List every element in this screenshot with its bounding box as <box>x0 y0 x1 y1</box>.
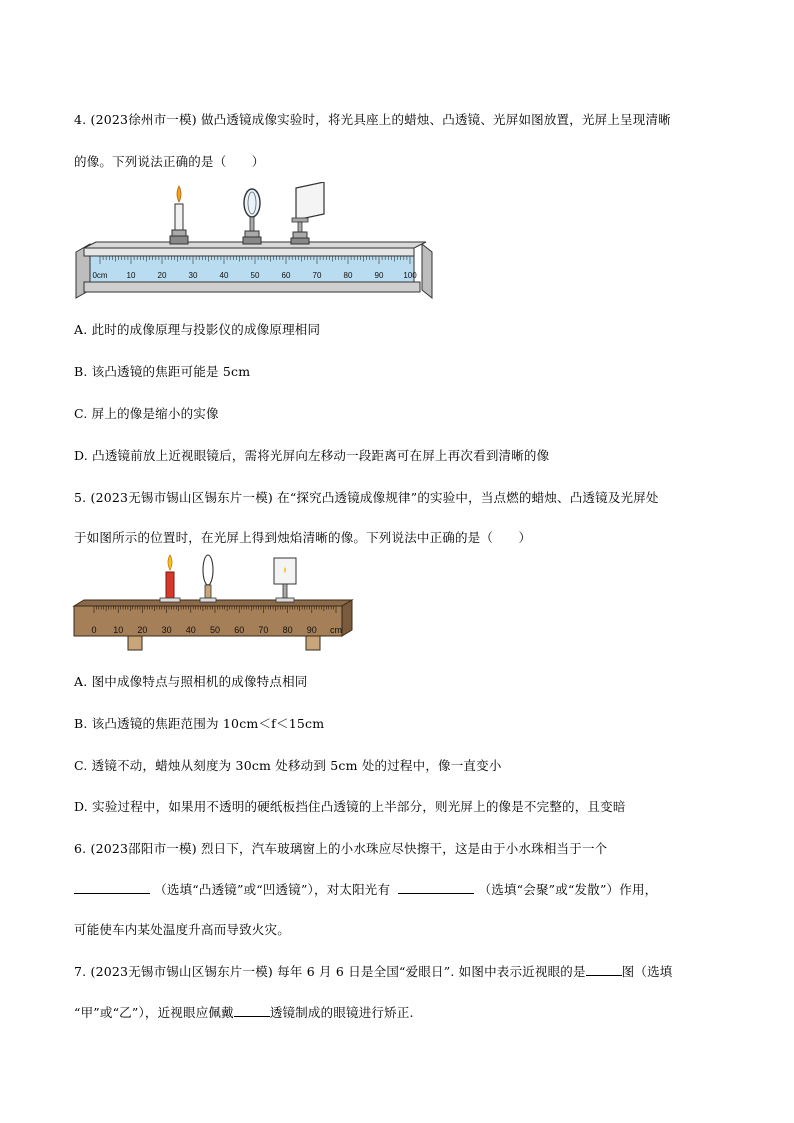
q5-scale-label: 0 <box>91 625 97 635</box>
q5-scale-label: 90 <box>306 625 317 635</box>
q4-light-screen <box>291 182 324 244</box>
q4-scale-label: 0cm <box>92 271 108 280</box>
q7-line-1-text-b: 图（选填 <box>621 964 673 979</box>
q5-scale-label: 40 <box>185 625 196 635</box>
q5-option-c: C. 透镜不动，蜡烛从刻度为 30cm 处移动到 5cm 处的过程中，像一直变小 <box>74 758 502 773</box>
q5-scale-label: 30 <box>161 625 172 635</box>
q4-scale-label: 100 <box>403 271 417 280</box>
q4-scale-label: 80 <box>343 271 353 280</box>
q4-scale-label: 20 <box>157 271 167 280</box>
q7-line-2 <box>74 1003 414 1021</box>
q4-option-a: A. 此时的成像原理与投影仪的成像原理相同 <box>74 322 321 337</box>
q5-option-a: A. 图中成像特点与照相机的成像特点相同 <box>74 674 308 689</box>
q4-scale-label: 70 <box>312 271 322 280</box>
q4-scale-label: 40 <box>219 271 229 280</box>
q6-blank-1[interactable] <box>74 881 150 894</box>
q5-option-b: B. 该凸透镜的焦距范围为 10cm＜f＜15cm <box>74 716 325 731</box>
q7-line-2-text-b: 透镜制成的眼镜进行矫正. <box>269 1005 414 1020</box>
q7-line-1 <box>74 962 672 980</box>
q5-scale-label: 70 <box>258 625 269 635</box>
q4-option-d: D. 凸透镜前放上近视眼镜后，需将光屏向左移动一段距离可在屏上再次看到清晰的像 <box>74 448 550 463</box>
q6-line-2 <box>74 880 657 898</box>
q6-line-1: 6. (2023邵阳市一模) 烈日下，汽车玻璃窗上的小水珠应尽快擦干，这是由于小水珠相当于一个 <box>74 841 608 856</box>
q7-blank-2[interactable] <box>234 1004 270 1017</box>
q4-option-b: B. 该凸透镜的焦距可能是 5cm <box>74 364 251 379</box>
q4-option-c: C. 屏上的像是缩小的实像 <box>74 406 219 421</box>
q7-blank-1[interactable] <box>586 963 622 976</box>
q5-scale-label: 50 <box>209 625 221 635</box>
q6-line-2-text-a: （选填“凸透镜”或“凹透镜”），对太阳光有 <box>154 882 391 897</box>
q4-scale-label: 50 <box>250 271 260 280</box>
q5-scale-label: 60 <box>234 625 245 635</box>
q4-convex-lens <box>243 189 261 244</box>
q4-candle <box>170 186 188 244</box>
q5-stem-line-2: 于如图所示的位置时，在光屏上得到烛焰清晰的像。下列说法中正确的是（ ） <box>74 530 532 545</box>
q4-optical-bench-figure <box>70 182 440 300</box>
q4-scale-label: 30 <box>188 271 198 280</box>
q5-light-screen <box>274 558 296 602</box>
q4-stem-line-2: 的像。下列说法正确的是（ ） <box>74 154 265 169</box>
q4-scale-label: 60 <box>281 271 291 280</box>
q6-line-3: 可能使车内某处温度升高而导致火灾。 <box>74 922 290 937</box>
q6-line-2-text-b: （选填“会聚”或“发散”）作用， <box>478 882 658 897</box>
q7-line-1-text-a: 7. (2023无锡市锡山区锡东片一模) 每年 6 月 6 日是全国“爱眼日”. 如图中表示近视眼的是 <box>74 964 586 979</box>
q4-scale-label: 90 <box>374 271 384 280</box>
q5-candle <box>160 555 180 602</box>
q4-scale-label: 10 <box>126 271 136 280</box>
q5-scale-label: 80 <box>282 625 293 635</box>
q5-scale-label: cm <box>330 625 342 635</box>
q5-stem-line-1: 5. (2023无锡市锡山区锡东片一模) 在“探究凸透镜成像规律”的实验中，当点燃的蜡烛、凸透镜及光屏处 <box>74 490 659 505</box>
q5-option-d: D. 实验过程中，如果用不透明的硬纸板挡住凸透镜的上半部分，则光屏上的像是不完整的，且变暗 <box>74 799 626 814</box>
q5-scale-label: 20 <box>137 625 148 635</box>
q6-blank-2[interactable] <box>398 881 474 894</box>
q4-stem-line-1: 4. (2023徐州市一模) 做凸透镜成像实验时，将光具座上的蜡烛、凸透镜、光屏如图放置，光屏上呈现清晰 <box>74 112 671 127</box>
q5-optical-bench-figure <box>70 554 360 654</box>
q5-convex-lens <box>200 555 216 602</box>
q7-line-2-text-a: “甲”或“乙”），近视眼应佩戴 <box>74 1005 234 1020</box>
q5-scale-label: 10 <box>113 625 124 635</box>
